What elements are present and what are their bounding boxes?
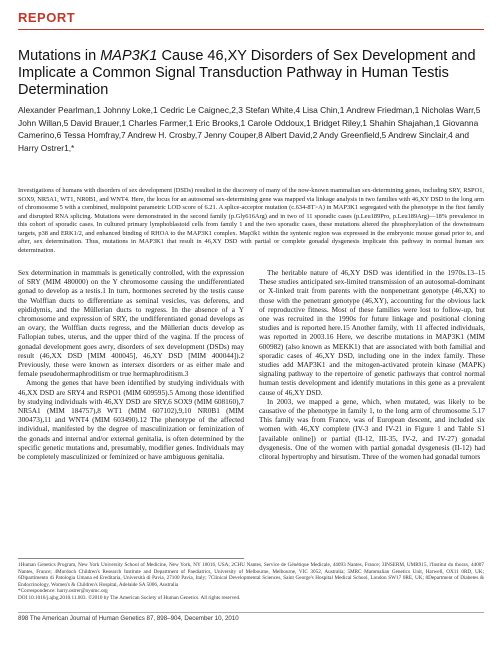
title-part-1: Mutations in <box>18 48 101 64</box>
report-header <box>18 10 484 30</box>
title-part-2: Cause 46,XY Disorders of Sex Development and Implicate a Common Signal Transduction Pathway in Human Testis Determination <box>18 48 476 98</box>
paragraph: In 2003, we mapped a gene, which, when mutated, was likely to be causative of the phenotype in family 1, to the long arm of chromosome 5.17 This family was from France, was of European descent, and included six women with 46,XY complete (IV-3 and IV-21 in Figure 1 and Table S1 [available online]) or partial (II-12, III-35, IV-2, and IV-27) gonadal dysgenesis. One of the women with partial gonadal dysgenesis (II-12) had clitoral hypertrophy and hirsutism. Three of the women had gonadal tumors <box>259 396 485 462</box>
body-column-right <box>259 268 485 461</box>
article-title <box>18 48 488 99</box>
body-column-left <box>18 268 244 461</box>
paragraph: Among the genes that have been identified by studying individuals with 46,XX DSD are SRY4 and RSPO1 (MIM 609595).5 Among those identified by studying individuals with 46,XY DSD are SRY,6 SOX9 (MIM 608160),7 NR5A1 (MIM 184757),8 WT1 (MIM 607102),9,10 NR0B1 (MIM 300473),11 and WNT4 (MIM 603490).12 The phenotype of the affected individual, manifested by the degree of masculinization or feminization of the gonads and internal and/or external genitalia, is often determined by the specific genetic mutations and, presumably, modifier genes. Individuals may be completely masculinized or feminized or have ambiguous genitalia. <box>18 378 244 462</box>
footnotes <box>18 562 484 602</box>
header-rule <box>18 29 484 30</box>
affiliations: 1Human Genetics Program, New York University School of Medicine, New York, NY 10016, USA; 2CHU Nantes, Service de Génétique Medicale, 44093 Nantes, France; 3INSERM, UMR915, l'Institut du thorax, 44007 Nantes, France; 4Murdoch Children's Research Institute and Department of Paediatrics, University of Melbourne, Melbourne, VIC 3052, Australia; 5MRC Mammalian Genetics Unit, Harwell, OX11 0RD, UK; 6Dipartimento di Patologia Umana ed Ereditaria, Università di Pavia, 27100 Pavia, Italy; 7Clinical Developmental Sciences, Saint George's Hospital Medical School, London SW17 0RE, UK; 8Department of Diabetes & Endocrinology, Women's & Children's Hospital, Adelaide SA 5006, Australia <box>18 562 484 588</box>
section-label: REPORT <box>18 10 76 25</box>
correspondence[interactable]: *Correspondence: harry.ostrer@nyumc.org <box>18 588 108 595</box>
footer-divider <box>18 612 484 613</box>
doi-line[interactable]: DOI 10.1016/j.ajhg.2010.11.003. ©2010 by The American Society of Human Genetics. All rights reserved. <box>18 594 241 601</box>
footnote-divider <box>18 558 244 559</box>
paragraph: The heritable nature of 46,XY DSD was identified in the 1970s.13–15 These studies anticipated sex-limited transmission of an autosomal-dominant or X-linked trait from parents with the nonpenetrant genotype (46,XX) to those with the penetrant genotype (46,XY), accounting for the obvious lack of reproductive fitness. Most of these families were lost to follow-up, but one was recruited in the 1990s for future linkage and positional cloning studies and is reported here.15 Another family, with 11 affected individuals, was reported in 2003.16 Here, we describe mutations in MAP3K1 (MIM 600982) (also known as MEKK1) that are associated with both familial and sporadic cases of 46,XY DSD, including one in the index family. These studies add MAP3K1 and the mitogen-activated protein kinase (MAPK) signaling pathway to the repertoire of genetic pathways that control normal human testis development and identify mutations in this gene as a prevalent cause of 46,XY DSD. <box>259 268 485 397</box>
abstract: Investigations of humans with disorders of sex development (DSDs) resulted in the discovery of many of the now-known mammalian sex-determining genes, including SRY, RSPO1, SOX9, NR5A1, WT1, NR0B1, and WNT4. Here, the locus for an autosomal sex-determining gene was mapped via linkage analysis in two families with 46,XY DSD to the long arm of chromosome 5 with a combined, multipoint parametric LOD score of 6.21. A splice-acceptor mutation (c.634-8T>A) in MAP3K1 segregated with the phenotype in the first family and disrupted RNA splicing. Mutations were demonstrated in the second family (p.Gly616Arg) and in two of 11 sporadic cases (p.Leu189Pro, p.Leu189Arg)—18% prevalence in this cohort of sporadic cases. In cultured primary lymphoblastoid cells from family 1 and the two sporadic cases, these mutations altered the phosphorylation of the downstream targets, p38 and ERK1/2, and enhanced binding of RHOA to the MAP3K1 complex. Map3k1 within the syntenic region was expressed in the embryonic mouse gonad prior to, and after, sex determination. Thus, mutations in MAP3K1 that result in 46,XY DSD with partial or complete gonadal dysgenesis implicate this pathway in normal human sex determination. <box>18 187 484 254</box>
page-footer: 898 The American Journal of Human Genetics 87, 898–904, December 10, 2010 <box>18 615 239 622</box>
title-gene: MAP3K1 <box>100 48 158 64</box>
paragraph: Sex determination in mammals is genetically controlled, with the expression of SRY (MIM 480000) on the Y chromosome causing the undifferentiated gonad to develop as a testis.1 In turn, hormones secreted by the testis cause the Wolffian ducts to differentiate as seminal vesicles, vas deferens, and epididymis, and the Müllerian ducts to regress. In the absence of a Y chromosome and expression of SRY, the undifferentiated gonad develops as an ovary, the Wolffian ducts regress, and the Müllerian ducts develop as Fallopian tubes, uterus, and the upper third of the vagina. If the process of gonadal development goes awry, disorders of sex development (DSDs) may result (46,XX DSD [MIM 400045], 46,XY DSD [MIM 400044]).2 Previously, these were known as intersex disorders or as either male and female pseudohermaphroditism or true hermaphroditism.3 <box>18 268 244 379</box>
author-list: Alexander Pearlman,1 Johnny Loke,1 Cedric Le Caignec,2,3 Stefan White,4 Lisa Chin,1 Andrew Friedman,1 Nicholas Warr,5 John Willan,5 David Brauer,1 Charles Farmer,1 Eric Brooks,1 Carole Oddoux,1 Bridget Riley,1 Shahin Shajahan,1 Giovanna Camerino,6 Tessa Homfray,7 Andrew H. Crosby,7 Jenny Couper,8 Albert David,2 Andy Greenfield,5 Andrew Sinclair,4 and Harry Ostrer1,* <box>18 105 481 153</box>
